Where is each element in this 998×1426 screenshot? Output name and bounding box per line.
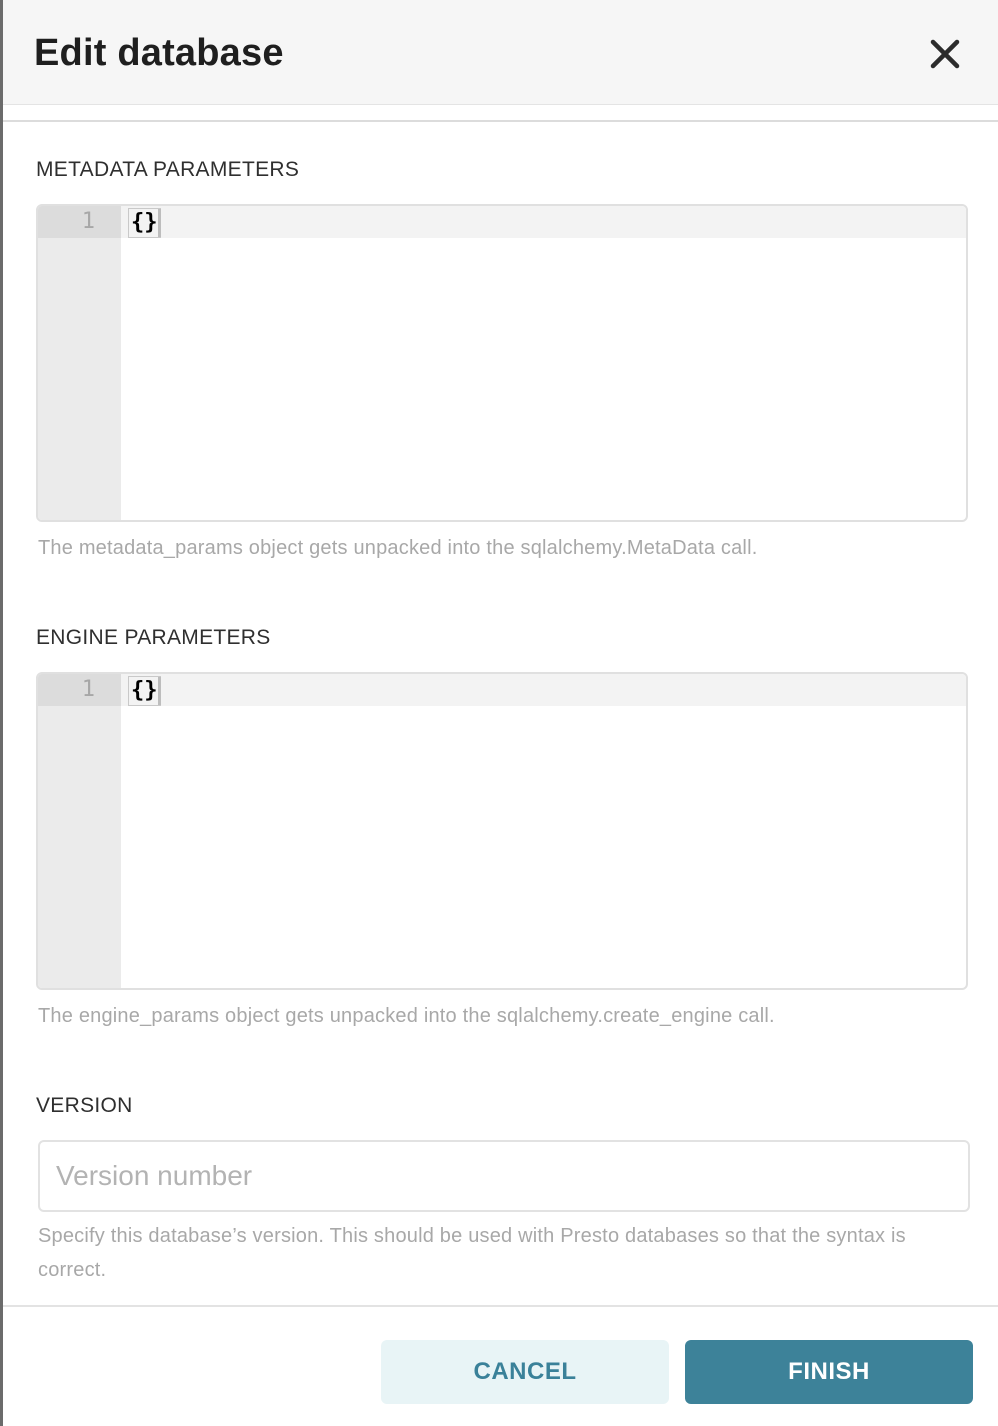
header-divider bbox=[3, 120, 998, 122]
finish-button[interactable]: FINISH bbox=[685, 1340, 973, 1404]
editor-gutter-active-line bbox=[38, 674, 121, 706]
metadata-parameters-help: The metadata_params object gets unpacked into the sqlalchemy.MetaData call. bbox=[38, 537, 758, 559]
version-help: Specify this database’s version. This should be used with Presto databases so that the syntax is correct. bbox=[38, 1225, 906, 1281]
line-number: 1 bbox=[81, 209, 95, 234]
engine-parameters-help: The engine_params object gets unpacked into the sqlalchemy.create_engine call. bbox=[38, 1005, 775, 1027]
footer-divider bbox=[3, 1305, 998, 1307]
metadata-parameters-label: METADATA PARAMETERS bbox=[36, 158, 300, 181]
modal-title: Edit database bbox=[34, 32, 284, 74]
close-icon bbox=[921, 30, 969, 78]
version-input[interactable] bbox=[38, 1140, 970, 1212]
cancel-button[interactable]: CANCEL bbox=[381, 1340, 669, 1404]
editor-cursor bbox=[158, 677, 161, 705]
editor-code[interactable]: {} bbox=[128, 208, 161, 238]
editor-code[interactable]: {} bbox=[128, 676, 161, 706]
editor-active-line bbox=[121, 206, 966, 238]
editor-gutter bbox=[38, 206, 121, 520]
close-button[interactable] bbox=[921, 30, 969, 78]
editor-gutter-active-line bbox=[38, 206, 121, 238]
modal-header bbox=[3, 0, 998, 105]
editor-active-line bbox=[121, 674, 966, 706]
version-label: VERSION bbox=[36, 1094, 133, 1117]
line-number: 1 bbox=[81, 677, 95, 702]
editor-gutter bbox=[38, 674, 121, 988]
metadata-parameters-editor[interactable] bbox=[36, 204, 968, 522]
engine-parameters-label: ENGINE PARAMETERS bbox=[36, 626, 271, 649]
engine-parameters-editor[interactable] bbox=[36, 672, 968, 990]
editor-cursor bbox=[158, 209, 161, 237]
